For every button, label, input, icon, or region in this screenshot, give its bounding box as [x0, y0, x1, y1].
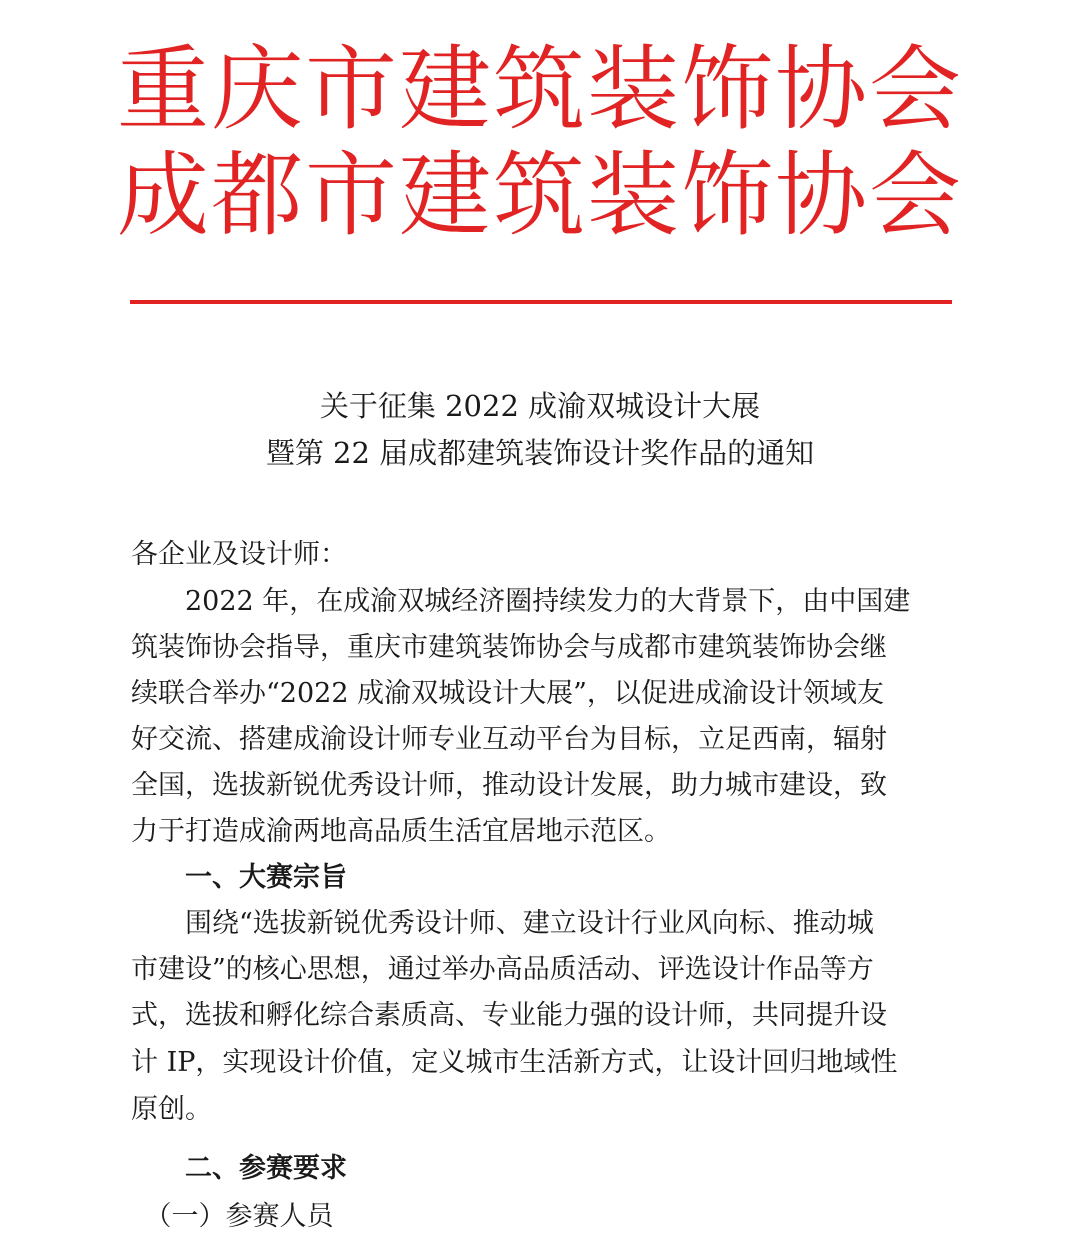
- letterhead-chengdu: 成都市建筑装饰协会: [116, 142, 963, 249]
- subsection-heading-participants: （一）参赛人员: [131, 1201, 334, 1232]
- intro-line: 全国，选拔新锐优秀设计师，推动设计发展，助力城市建设，致: [131, 770, 887, 801]
- section-heading-purpose: 一、大赛宗旨: [131, 862, 347, 893]
- notice-title-line-1: 关于征集 2022 成渝双城设计大展: [319, 389, 761, 423]
- purpose-line: 围绕“选拔新锐优秀设计师、建立设计行业风向标、推动城: [131, 908, 874, 939]
- intro-line: 力于打造成渝两地高品质生活宜居地示范区。: [131, 816, 671, 847]
- intro-line: 续联合举办“2022 成渝双城设计大展”，以促进成渝设计领域友: [131, 678, 884, 709]
- salutation: 各企业及设计师：: [131, 539, 347, 570]
- purpose-line: 式，选拔和孵化综合素质高、专业能力强的设计师，共同提升设: [131, 1000, 887, 1031]
- letterhead-chongqing: 重庆市建筑装饰协会: [116, 36, 963, 143]
- notice-title-line-2: 暨第 22 届成都建筑装饰设计奖作品的通知: [265, 436, 815, 470]
- intro-line: 好交流、搭建成渝设计师专业互动平台为目标，立足西南，辐射: [131, 724, 887, 755]
- purpose-line: 原创。: [131, 1094, 212, 1125]
- purpose-line: 计 IP，实现设计价值，定义城市生活新方式，让设计回归地域性: [131, 1047, 898, 1078]
- intro-line: 筑装饰协会指导，重庆市建筑装饰协会与成都市建筑装饰协会继: [131, 632, 887, 663]
- intro-line: 2022 年，在成渝双城经济圈持续发力的大背景下，由中国建: [131, 586, 911, 617]
- purpose-line: 市建设”的核心思想，通过举办高品质活动、评选设计作品等方: [131, 954, 874, 985]
- section-heading-requirements: 二、参赛要求: [131, 1153, 347, 1184]
- letterhead-divider: [130, 300, 952, 304]
